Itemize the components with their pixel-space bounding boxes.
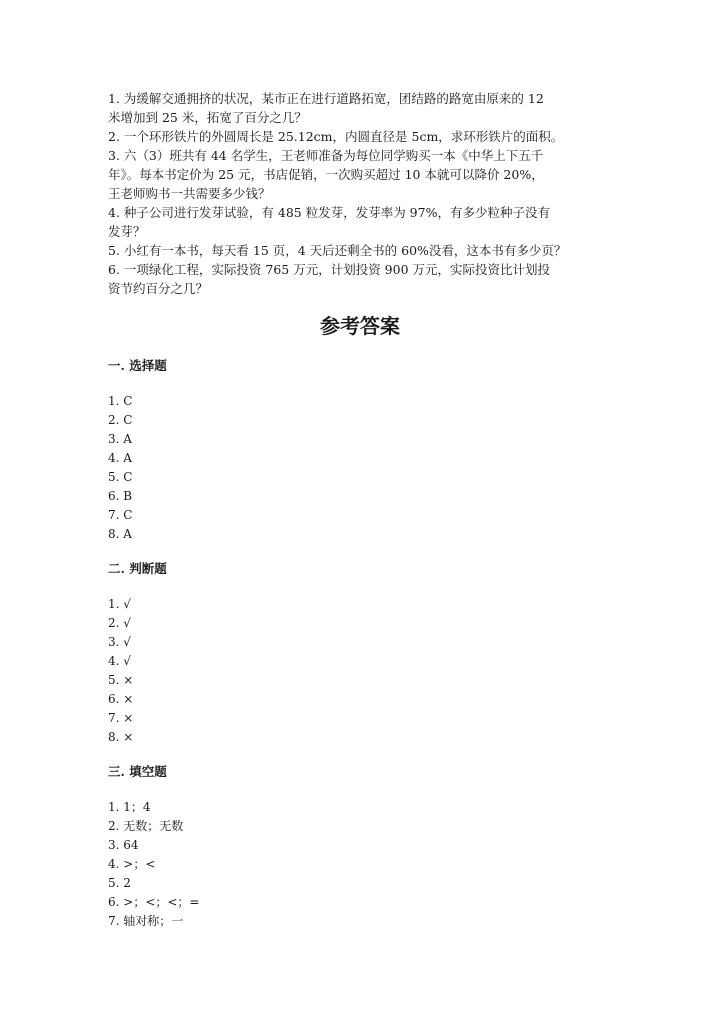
answer-list-judgement — [108, 595, 408, 747]
answer-item: 7. × — [108, 711, 134, 725]
answer-list-fill-blank — [108, 798, 408, 931]
word-problems — [108, 89, 618, 298]
answer-item: 6. B — [108, 489, 133, 503]
section-heading-fill-blank: 三. 填空题 — [108, 764, 167, 779]
answer-item: 2. 无数；无数 — [108, 819, 184, 833]
answer-item: 4. A — [108, 451, 132, 465]
answer-key-title: 参考答案 — [320, 314, 400, 338]
problem-6-line-1: 6. 一项绿化工程，实际投资 765 万元，计划投资 900 万元，实际投资比计划投 — [108, 262, 551, 277]
section-heading-judgement: 二. 判断题 — [108, 561, 167, 576]
answer-item: 3. 64 — [108, 838, 139, 852]
answer-item: 7. C — [108, 508, 133, 522]
answer-item: 1. 1；4 — [108, 800, 151, 814]
problem-3-line-3: 王老师购书一共需要多少钱？ — [108, 186, 271, 201]
answer-item: 7. 轴对称；一 — [108, 914, 184, 928]
answer-item: 5. C — [108, 470, 133, 484]
answer-item: 5. 2 — [108, 876, 131, 890]
problem-2-line-1: 2. 一个环形铁片的外圆周长是 25.12cm，内圆直径是 5cm，求环形铁片的面积。 — [108, 129, 564, 144]
answer-item: 2. C — [108, 413, 133, 427]
problem-1-line-2: 米增加到 25 米，拓宽了百分之几？ — [108, 110, 307, 125]
answer-item: 4. √ — [108, 654, 131, 668]
problem-6-line-2: 资节约百分之几？ — [108, 281, 209, 296]
answer-item: 8. × — [108, 730, 134, 744]
problem-4-line-2: 发芽？ — [108, 224, 146, 239]
answer-item: 6. >；<；<；= — [108, 895, 200, 909]
section-heading-choice: 一. 选择题 — [108, 358, 167, 373]
answer-item: 3. A — [108, 432, 132, 446]
problem-4-line-1: 4. 种子公司进行发芽试验，有 485 粒发芽，发芽率为 97%，有多少粒种子没有 — [108, 205, 550, 220]
problem-3-line-2: 年》。每本书定价为 25 元，书店促销，一次购买超过 10 本就可以降价 20%， — [108, 167, 544, 182]
problem-5-line-1: 5. 小红有一本书，每天看 15 页，4 天后还剩全书的 60%没看，这本书有多少页？ — [108, 243, 567, 258]
answer-list-choice — [108, 392, 408, 544]
answer-item: 4. >；< — [108, 857, 156, 871]
answer-item: 6. × — [108, 692, 134, 706]
answer-item: 1. √ — [108, 597, 131, 611]
problem-1-line-1: 1. 为缓解交通拥挤的状况，某市正在进行道路拓宽，团结路的路宽由原来的 12 — [108, 91, 544, 106]
answer-item: 3. √ — [108, 635, 131, 649]
answer-item: 5. × — [108, 673, 134, 687]
answer-item: 1. C — [108, 394, 133, 408]
answer-item: 8. A — [108, 527, 132, 541]
problem-3-line-1: 3. 六（3）班共有 44 名学生，王老师准备为每位同学购买一本《中华上下五千 — [108, 148, 544, 163]
answer-item: 2. √ — [108, 616, 131, 630]
